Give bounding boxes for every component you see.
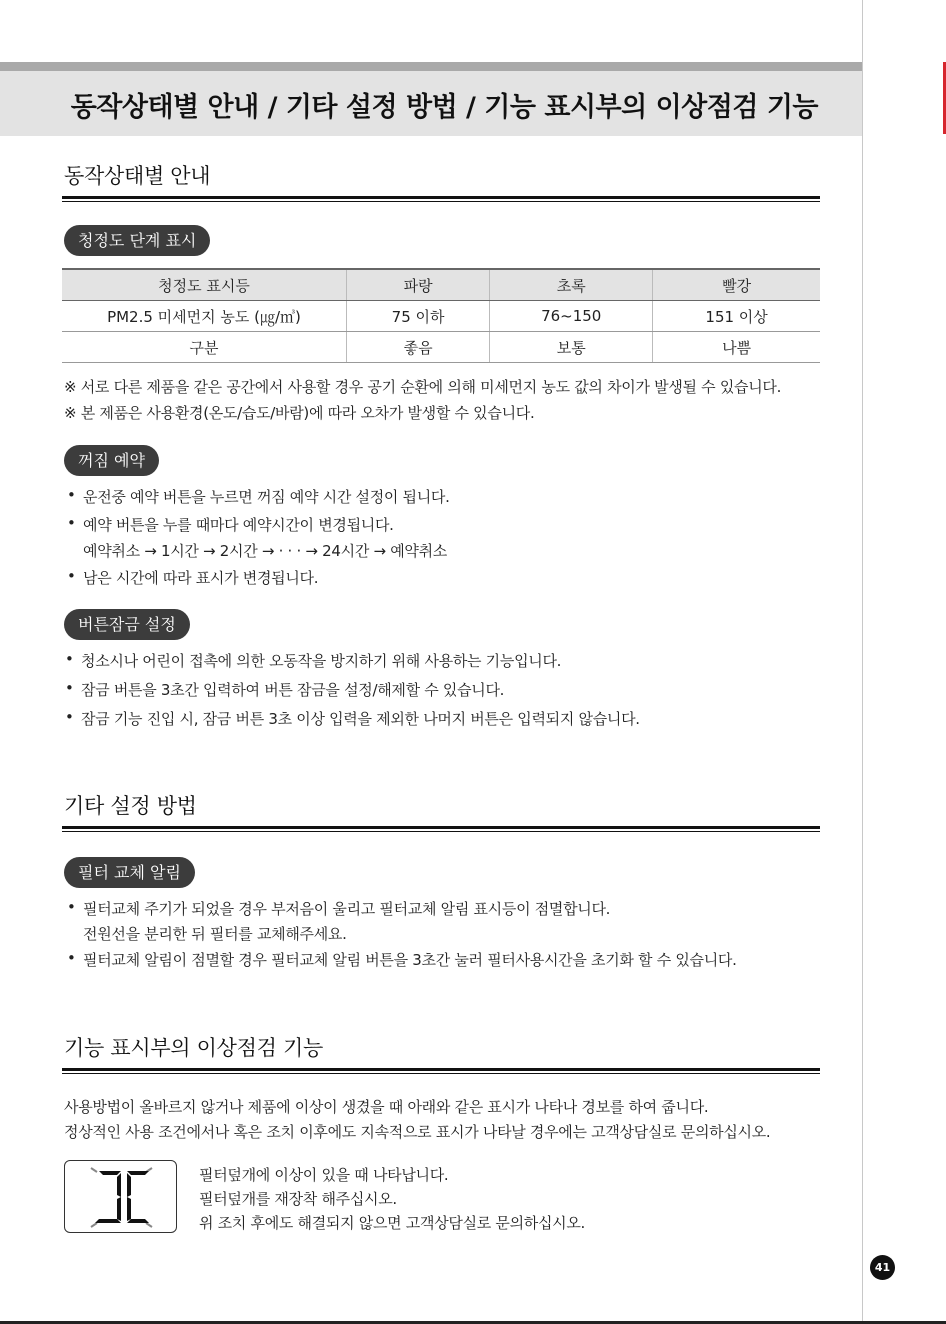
- error-intro-line-1: 사용방법이 올바르지 않거나 제품에 이상이 생겼을 때 아래와 같은 표시가 나타나 경보를 하여 줍니다.: [64, 1098, 709, 1116]
- list-item: [62, 650, 640, 679]
- table-cell: PM2.5 미세먼지 농도 (㎍/㎥): [62, 301, 347, 332]
- table-cell: 76~150: [490, 301, 653, 332]
- list-item-text: 남은 시간에 따라 표시가 변경됩니다.: [83, 569, 319, 587]
- table-row: [62, 301, 820, 332]
- list-item-text: 필터교체 알림이 점멸할 경우 필터교체 알림 버튼을 3초간 눌러 필터사용시간을 초기화 할 수 있습니다.: [83, 951, 737, 969]
- section-heading-other: 기타 설정 방법: [64, 794, 197, 818]
- table-row: [62, 332, 820, 363]
- page-margin-line: [862, 0, 863, 1324]
- filter-alarm-list: [64, 898, 737, 970]
- section-heading-error: 기능 표시부의 이상점검 기능: [64, 1036, 323, 1060]
- table-header-cell: 파랑: [347, 269, 490, 301]
- pill-filter-alarm: 필터 교체 알림: [64, 857, 195, 888]
- list-item-text: 청소시나 어린이 접촉에 의한 오동작을 방지하기 위해 사용하는 기능입니다.: [81, 652, 562, 670]
- list-item-text: 예약 버튼을 누를 때마다 예약시간이 변경됩니다.: [83, 516, 394, 534]
- error-description-line: 필터덮개를 재장착 해주십시오.: [199, 1190, 397, 1208]
- list-item: [62, 708, 640, 729]
- page-title: 동작상태별 안내 / 기타 설정 방법 / 기능 표시부의 이상점검 기능: [70, 92, 818, 123]
- off-reservation-list: [64, 486, 450, 588]
- pill-button-lock: 버튼잠금 설정: [64, 609, 190, 640]
- list-item: [64, 898, 737, 949]
- table-header-row: [62, 269, 820, 301]
- error-description: [199, 1163, 585, 1235]
- page-number: 41: [870, 1255, 895, 1280]
- error-description-line: 위 조치 후에도 해결되지 않으면 고객상담실로 문의하십시오.: [199, 1214, 586, 1232]
- clean-level-table: [62, 268, 820, 363]
- error-intro-line-2: 정상적인 사용 조건에서나 혹은 조치 이후에도 지속적으로 표시가 나타날 경우에는 고객상담실로 문의하십시오.: [64, 1123, 771, 1141]
- section-rule: [62, 1068, 820, 1074]
- table-cell: 나쁨: [653, 332, 820, 363]
- reservation-sequence: 예약취소 → 1시간 → 2시간 → · · · → 24시간 → 예약취소: [83, 542, 447, 560]
- table-cell: 보통: [490, 332, 653, 363]
- table-header-cell: 초록: [490, 269, 653, 301]
- list-item: [62, 679, 640, 708]
- pill-clean-level: 청정도 단계 표시: [64, 225, 210, 256]
- error-description-line: 필터덮개에 이상이 있을 때 나타납니다.: [199, 1166, 449, 1184]
- list-item-subtext: 전원선을 분리한 뒤 필터를 교체해주세요.: [83, 925, 347, 943]
- list-item: [64, 486, 450, 514]
- table-cell: 구분: [62, 332, 347, 363]
- table-cell: 75 이하: [347, 301, 490, 332]
- note-environment: ※ 본 제품은 사용환경(온도/습도/바람)에 따라 오차가 발생할 수 있습니다.: [64, 404, 535, 422]
- table-cell: 좋음: [347, 332, 490, 363]
- pill-off-reservation: 꺼짐 예약: [64, 445, 159, 476]
- section-rule: [62, 826, 820, 832]
- list-item-text: 잠금 버튼을 3초간 입력하여 버튼 잠금을 설정/해제할 수 있습니다.: [81, 681, 505, 699]
- segment-display-error-icon: [64, 1160, 177, 1233]
- list-item-text: 잠금 기능 진입 시, 잠금 버튼 3초 이상 입력을 제외한 나머지 버튼은 입력되지 않습니다.: [81, 710, 640, 728]
- title-band: [0, 62, 862, 136]
- list-item-text: 운전중 예약 버튼을 누르면 꺼짐 예약 시간 설정이 됩니다.: [83, 488, 450, 506]
- table-cell: 151 이상: [653, 301, 820, 332]
- section-rule: [62, 196, 820, 202]
- table-header-cell: 청정도 표시등: [62, 269, 347, 301]
- list-item-text: 필터교체 주기가 되었을 경우 부저음이 울리고 필터교체 알림 표시등이 점멸합니다.: [83, 900, 611, 918]
- button-lock-list: [62, 650, 640, 729]
- list-item: [64, 949, 737, 970]
- note-air-circulation: ※ 서로 다른 제품을 같은 공간에서 사용할 경우 공기 순환에 의해 미세먼지 농도 값의 차이가 발생될 수 있습니다.: [64, 378, 782, 396]
- section-heading-status: 동작상태별 안내: [64, 164, 211, 188]
- list-item: [64, 567, 450, 588]
- table-header-cell: 빨강: [653, 269, 820, 301]
- list-item: [64, 514, 450, 567]
